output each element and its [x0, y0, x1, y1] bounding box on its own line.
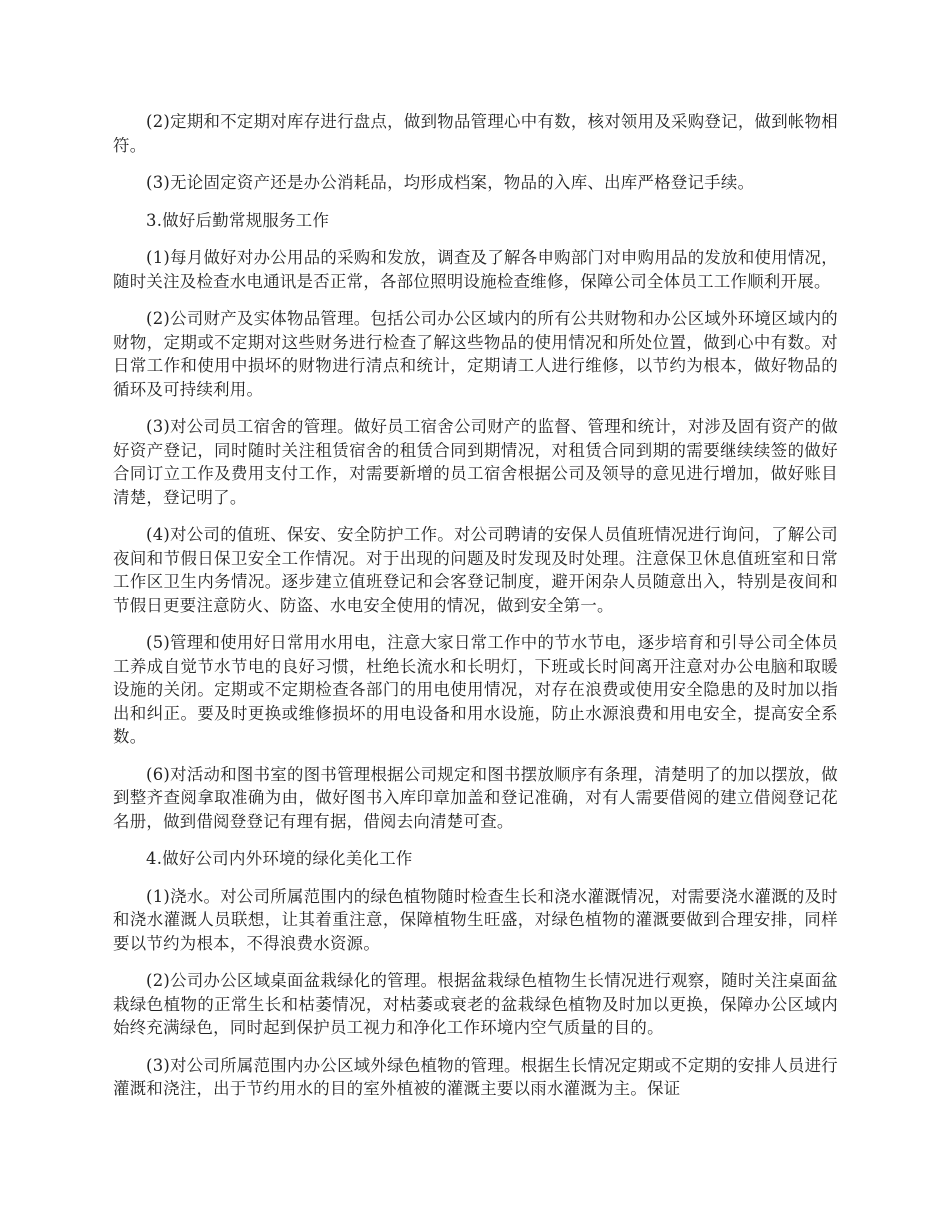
paragraph-desk-plants: (2)公司办公区域桌面盆栽绿化的管理。根据盆栽绿色植物生长情况进行观察，随时关注桌面盆栽绿色植物的正常生长和枯萎情况，对枯萎或衰老的盆栽绿色植物及时加以更换，保障办公区域内始终充满绿色，同时起到保护员工视力和净化工作环境内空气质量的目的。	[113, 971, 838, 1037]
paragraph-water-electricity: (5)管理和使用好日常用水用电，注意大家日常工作中的节水节电，逐步培育和引导公司全体员工养成自觉节水节电的良好习惯，杜绝长流水和长明灯，下班或长时间离开注意对办公电脑和取暖设施的关闭。定期或不定期检查各部门的用电使用情况，对存在浪费或使用安全隐患的及时加以指出和纠正。要及时更换或维修损坏的用电设备和用水设施，防止水源浪费和用电安全，提高安全系数。	[113, 633, 838, 746]
paragraph-watering: (1)浇水。对公司所属范围内的绿色植物随时检查生长和浇水灌溉情况，对需要浇水灌溉的及时和浇水灌溉人员联想，让其着重注意，保障植物生旺盛，对绿色植物的灌溉要做到合理安排，同样要以节约为根本，不得浪费水资源。	[113, 886, 838, 953]
paragraph-inventory-check: (2)定期和不定期对库存进行盘点，做到物品管理心中有数，核对领用及采购登记，做到帐物相符。	[113, 112, 838, 155]
section-heading-logistics-service: 3.做好后勤常规服务工作	[146, 210, 330, 230]
paragraph-asset-archive: (3)无论固定资产还是办公消耗品，均形成档案，物品的入库、出库严格登记手续。	[146, 173, 755, 192]
section-heading-greening: 4.做好公司内外环境的绿化美化工作	[146, 849, 413, 868]
paragraph-security-duty: (4)对公司的值班、保安、安全防护工作。对公司聘请的安保人员值班情况进行询问，了解公司夜间和节假日保卫安全工作情况。对于出现的问题及时发现及时处理。注意保卫休息值班室和日常工作区卫生内务情况。逐步建立值班登记和会客登记制度，避开闲杂人员随意出入，特别是夜间和节假日更要注意防火、防盗、水电安全使用的情况，做到安全第一。	[113, 525, 838, 615]
paragraph-outdoor-plants: (3)对公司所属范围内办公区域外绿色植物的管理。根据生长情况定期或不定期的安排人员进行灌溉和浇注，出于节约用水的目的室外植被的灌溉主要以雨水灌溉为主。保证	[113, 1055, 838, 1098]
paragraph-library-management: (6)对活动和图书室的图书管理根据公司规定和图书摆放顺序有条理，清楚明了的加以摆放，做到整齐查阅拿取准确为由，做好图书入库印章加盖和登记准确，对有人需要借阅的建立借阅登记花名册，做到借阅登登记有理有据，借阅去向清楚可查。	[113, 764, 838, 831]
paragraph-company-property: (2)公司财产及实体物品管理。包括公司办公区域内的所有公共财物和办公区域外环境区域内的财物，定期或不定期对这些财务进行检查了解这些物品的使用情况和所处位置，做到心中有数。对日常工作和使用中损坏的财物进行清点和统计，定期请工人进行维修，以节约为根本，做好物品的循环及可持续利用。	[113, 309, 838, 399]
paragraph-dormitory-management: (3)对公司员工宿舍的管理。做好员工宿舍公司财产的监督、管理和统计，对涉及固有资产的做好资产登记，同时随时关注租赁宿舍的租赁合同到期情况，对租赁合同到期的需要继续续签的做好合同订立工作及费用支付工作，对需要新增的员工宿舍根据公司及领导的意见进行增加，做好账目清楚，登记明了。	[113, 417, 838, 507]
document-body	[113, 110, 838, 1115]
paragraph-office-supplies: (1)每月做好对办公用品的采购和发放，调查及了解各申购部门对申购用品的发放和使用情况，随时关注及检查水电通讯是否正常，各部位照明设施检查维修，保障公司全体员工工作顺利开展。	[113, 248, 838, 291]
